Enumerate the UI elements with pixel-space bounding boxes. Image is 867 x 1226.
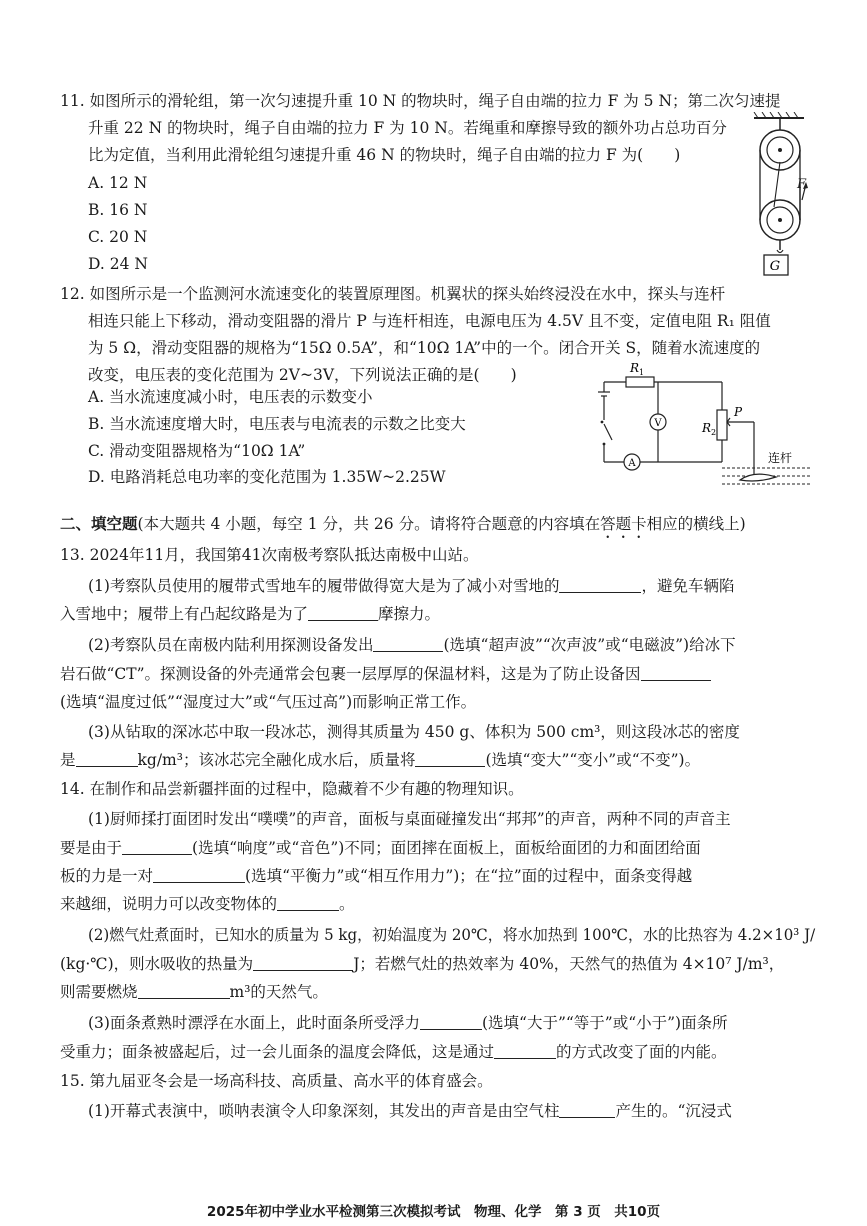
answer-blank[interactable]	[373, 634, 443, 652]
q14-sub2-line-2: (kg·℃)，则水吸收的热量为 J；若燃气灶的热效率为 40%，天然气的热值为 4×10⁷ J/m³，	[60, 955, 785, 973]
section-header	[60, 511, 746, 542]
answer-blank[interactable]	[641, 663, 711, 681]
q12-line-3: 为 5 Ω，滑动变阻器的规格为“15Ω 0.5A”，和“10Ω 1A”中的一个。闭合开关 S，随着水流速度的	[88, 339, 761, 357]
q12-line-1: 12. 如图所示是一个监测河水流速变化的装置原理图。机翼状的探头始终浸没在水中，探头与连杆	[60, 285, 726, 303]
resistor-r1-subscript: 1	[639, 368, 645, 377]
resistor-r2-label: R	[702, 421, 712, 435]
answer-blank[interactable]	[420, 1012, 482, 1030]
q14-sub3-line-2: 受重力；面条被盛起后，过一会儿面条的温度会降低，这是通过 的方式改变了面的内能。	[60, 1043, 727, 1061]
answer-blank[interactable]	[559, 1100, 615, 1118]
q14-sub2-line-1: (2)燃气灶煮面时，已知水的质量为 5 kg，初始温度为 20℃，将水加热到 100℃，水的比热容为 4.2×10³ J/	[88, 926, 816, 944]
q13-sub1-line-1: (1)考察队员使用的履带式雪地车的履带做得宽大是为了减小对雪地的 ，避免车辆陷	[88, 577, 735, 595]
q13-sub2-line-1: (2)考察队员在南极内陆利用探测设备发出 (选填“超声波”“次声波”或“电磁波”)给冰下	[88, 636, 736, 654]
answer-blank[interactable]	[415, 749, 485, 767]
q15-line-1: 15. 第九届亚冬会是一场高科技、高质量、高水平的体育盛会。	[60, 1072, 493, 1090]
q12-line-4: 改变，电压表的变化范围为 2V~3V，下列说法正确的是( )	[88, 366, 517, 384]
resistor-r2-subscript: 2	[711, 428, 717, 437]
slider-p-label: P	[734, 405, 743, 419]
q11-line-2: 升重 22 N 的物块时，绳子自由端的拉力 F 为 10 N。若绳重和摩擦导致的额外功占总功百分	[88, 119, 727, 137]
q11-line-3: 比为定值，当利用此滑轮组匀速提升重 46 N 的物块时，绳子自由端的拉力 F 为( )	[88, 146, 681, 164]
section-note-b: 相应的横线上)	[646, 515, 746, 533]
q13-sub3-line-1: (3)从钻取的深冰芯中取一段冰芯，测得其质量为 450 g、体积为 500 cm³，则这段冰芯的密度	[88, 723, 740, 741]
q14-sub1-line-3: 板的力是一对 (选填“平衡力”或“相互作用力”)；在“拉”面的过程中，面条变得越	[60, 867, 693, 885]
voltmeter-label: V	[654, 418, 662, 429]
q14-sub3-line-1: (3)面条煮熟时漂浮在水面上，此时面条所受浮力 (选填“大于”“等于”或“小于”)面条所	[88, 1014, 728, 1032]
answer-blank[interactable]	[253, 953, 353, 971]
answer-blank[interactable]	[122, 837, 192, 855]
q14-line-1: 14. 在制作和品尝新疆拌面的过程中，隐藏着不少有趣的物理知识。	[60, 780, 524, 798]
answer-blank[interactable]	[76, 749, 138, 767]
answer-blank[interactable]	[494, 1041, 556, 1059]
ammeter-label: A	[628, 458, 636, 469]
pulley-weight-label: G	[769, 259, 781, 274]
answer-blank[interactable]	[138, 981, 230, 999]
answer-blank[interactable]	[559, 575, 641, 593]
resistor-r1-label: R	[630, 362, 640, 375]
q13-sub1-line-2: 入雪地中；履带上有凸起纹路是为了 摩擦力。	[60, 605, 441, 623]
q11-option-b: B. 16 N	[88, 201, 148, 219]
q14-sub2-line-3: 则需要燃烧 m³的天然气。	[60, 983, 328, 1001]
answer-blank[interactable]	[153, 865, 245, 883]
q13-sub2-line-3: (选填“温度过低”“湿度过大”或“气压过高”)而影响正常工作。	[60, 693, 477, 711]
section-note-emphasis: 答题卡	[600, 515, 647, 533]
page-footer: 2025年初中学业水平检测第三次模拟考试 物理、化学 第 3 页 共10页	[206, 1204, 661, 1220]
section-note-a: (本大题共 4 小题，每空 1 分，共 26 分。请将符合题意的内容填在	[137, 515, 601, 533]
q14-sub1-line-4: 来越细，说明力可以改变物体的 。	[60, 895, 355, 913]
q12-option-d: D. 电路消耗总电功率的变化范围为 1.35W~2.25W	[88, 468, 446, 486]
rod-label: 连杆	[768, 451, 793, 465]
q12-option-a: A. 当水流速度减小时，电压表的示数变小	[88, 388, 373, 406]
q12-option-b: B. 当水流速度增大时，电压表与电流表的示数之比变大	[88, 415, 466, 433]
answer-blank[interactable]	[308, 603, 378, 621]
q13-sub3-line-2: 是 kg/m³；该冰芯完全融化成水后，质量将 (选填“变大”“变小”或“不变”)。	[60, 751, 701, 769]
q14-sub1-line-2: 要是由于 (选填“响度”或“音色”)不同；面团摔在面板上，面板给面团的力和面团给面	[60, 839, 701, 857]
q11-option-d: D. 24 N	[88, 255, 148, 273]
q12-line-2: 相连只能上下移动，滑动变阻器的滑片 P 与连杆相连，电源电压为 4.5V 且不变，定值电阻 R₁ 阻值	[88, 312, 771, 330]
pulley-force-label: F	[797, 177, 807, 192]
q13-sub2-line-2: 岩石做“CT”。探测设备的外壳通常会包裹一层厚厚的保温材料，这是为了防止设备因	[60, 661, 711, 687]
q11-line-1: 11. 如图所示的滑轮组，第一次匀速提升重 10 N 的物块时，绳子自由端的拉力 F 为 5 N；第二次匀速提	[60, 92, 781, 110]
section-title: 二、填空题	[60, 515, 138, 533]
q14-sub1-line-1: (1)厨师揉打面团时发出“噗噗”的声音，面板与桌面碰撞发出“邦邦”的声音，两种不同的声音主	[88, 810, 731, 828]
q12-option-c: C. 滑动变阻器规格为“10Ω 1A”	[88, 442, 306, 460]
q13-line-1: 13. 2024年11月，我国第41次南极考察队抵达南极中山站。	[60, 546, 479, 564]
q11-option-a: A. 12 N	[88, 174, 148, 192]
q15-sub1-line-1: (1)开幕式表演中，唢呐表演令人印象深刻，其发出的声音是由空气柱 产生的。“沉浸式	[88, 1102, 732, 1120]
q11-option-c: C. 20 N	[88, 228, 148, 246]
circuit-diagram	[594, 362, 816, 494]
answer-blank[interactable]	[277, 893, 339, 911]
